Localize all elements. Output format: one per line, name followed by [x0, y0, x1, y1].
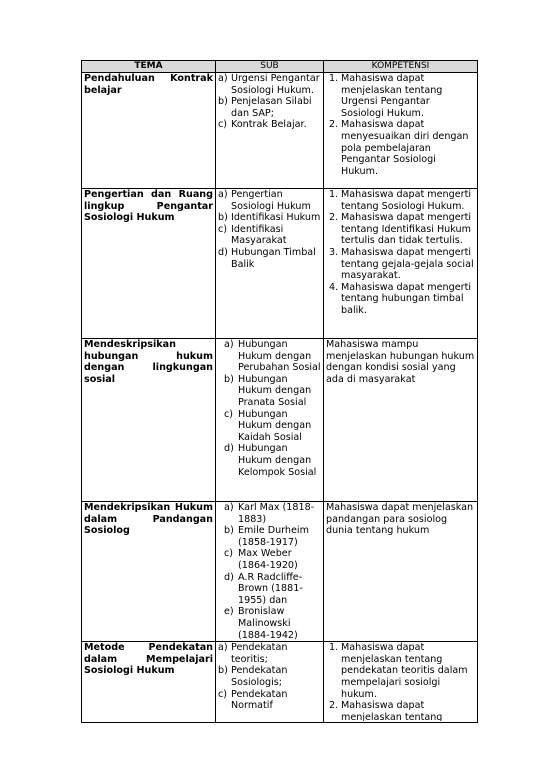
kompetensi-cell	[324, 502, 478, 642]
table-row	[82, 502, 478, 642]
list-item: 1. Mahasiswa dapat menjelaskan tentang pendekatan teoritis dalam mempelajari sosiolgi hukum.	[329, 642, 468, 700]
tema-cell: Pengertian dan Ruang lingkup Pengantar Sosiologi Hukum	[82, 189, 216, 339]
tema-cell: Mendeskripsikan hubungan hukum dengan lingkungan sosial	[82, 339, 216, 502]
list-item: a) Hubungan Hukum dengan Perubahan Sosial	[224, 339, 321, 374]
list-item: c) Pendekatan Normatif	[218, 688, 288, 712]
kompetensi-text: Mahasiswa dapat menjelaskan pandangan para sosiolog dunia tentang hukum	[326, 502, 474, 537]
syllabus-table	[81, 60, 478, 723]
header-kompetensi: KOMPETENSI	[324, 61, 478, 73]
list-item: 1. Mahasiswa dapat mengerti tentang Sosiologi Hukum.	[329, 189, 471, 212]
kompetensi-cell	[324, 189, 478, 339]
list-item: 2. Mahasiswa dapat menyesuaikan diri dengan pola pembelajaran Pengantar Sosiologi Hukum.	[329, 119, 469, 177]
list-item: a) Pengertian Sosiologi Hukum	[218, 189, 311, 212]
list-item: e) Bronislaw Malinowski (1884-1942)	[224, 606, 298, 641]
sub-cell	[216, 189, 324, 339]
list-item: a) Pendekatan teoritis;	[218, 642, 288, 665]
sub-cell	[216, 642, 324, 723]
list-item: a) Urgensi Pengantar Sosiologi Hukum.	[218, 73, 320, 96]
list-item: b) Penjelasan Silabi dan SAP;	[218, 96, 312, 119]
list-item: 4. Mahasiswa dapat mengerti tentang hubungan timbal balik.	[329, 281, 471, 316]
header-sub: SUB	[216, 61, 324, 73]
list-item: c) Kontrak Belajar.	[218, 119, 307, 131]
sub-cell	[216, 339, 324, 502]
list-item: d) Hubungan Timbal Balik	[218, 246, 316, 270]
list-item: b) Emile Durheim (1858-1917)	[224, 525, 309, 548]
tema-cell: Metode Pendekatan dalam Mempelajari Sosiologi Hukum	[82, 642, 216, 723]
tema-cell: Mendekripsikan Hukum dalam Pandangan Sosiolog	[82, 502, 216, 642]
table-row	[82, 73, 478, 189]
kompetensi-text: Mahasiswa mampu menjelaskan hubungan hukum dengan kondisi sosial yang ada di masyarakat	[326, 339, 475, 385]
table-row	[82, 339, 478, 502]
list-item: c) Max Weber (1864-1920)	[224, 548, 298, 571]
list-item: b) Identifikasi Hukum	[218, 212, 321, 224]
header-row	[82, 61, 478, 73]
kompetensi-cell	[324, 642, 478, 723]
list-item: d) Hubungan Hukum dengan Kelompok Sosial	[224, 443, 317, 478]
sub-cell	[216, 73, 324, 189]
header-tema: TEMA	[82, 61, 216, 73]
list-item: b) Pendekatan Sosiologis;	[218, 665, 288, 688]
list-item: b) Hubungan Hukum dengan Pranata Sosial	[224, 373, 312, 408]
table-row	[82, 642, 478, 723]
list-item: d) A.R Radcliffe-Brown (1881-1955) dan	[224, 571, 303, 606]
sub-cell	[216, 502, 324, 642]
kompetensi-cell	[324, 339, 478, 502]
list-item: c) Identifikasi Masyarakat	[218, 223, 287, 247]
list-item: 2. Mahasiswa dapat mengerti tentang Identifikasi Hukum tertulis dan tidak tertulis.	[329, 212, 471, 247]
list-item: 2. Mahasiswa dapat menjelaskan tentang	[329, 700, 443, 722]
tema-cell: Pendahuluan Kontrak belajar	[82, 73, 216, 189]
list-item: a) Karl Max (1818-1883)	[224, 502, 315, 525]
list-item: 3. Mahasiswa dapat mengerti tentang gejala-gejala social masyarakat.	[329, 246, 474, 282]
list-item: c) Hubungan Hukum dengan Kaidah Sosial	[224, 408, 312, 443]
kompetensi-cell	[324, 73, 478, 189]
table-row	[82, 189, 478, 339]
list-item: 1. Mahasiswa dapat menjelaskan tentang Urgensi Pengantar Sosiologi Hukum.	[329, 73, 443, 119]
